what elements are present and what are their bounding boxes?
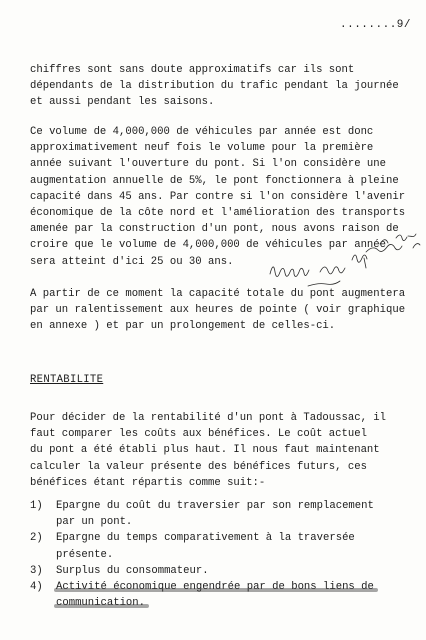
handwritten-annotation bbox=[268, 230, 426, 290]
list-item bbox=[30, 530, 410, 562]
text-line: bénéfices étant répartis comme suit:- bbox=[30, 476, 266, 489]
section-heading-rentabilite: RENTABILITE bbox=[30, 374, 104, 386]
text-line: approximativement neuf fois le volume pour la première bbox=[30, 142, 374, 155]
text-line: du pont a été établi plus haut. Il nous faut maintenant bbox=[30, 444, 380, 457]
text-line: chiffres sont sans doute approximatifs car ils sont bbox=[30, 64, 355, 76]
list-item-number: 2) bbox=[30, 532, 43, 545]
text-line: croire que le volume de 4,000,000 de véhicules par année bbox=[30, 239, 387, 252]
text-line: amenée par la construction d'un pont, nous avons raison de bbox=[30, 223, 399, 236]
list-item-number: 1) bbox=[30, 500, 43, 512]
text-line: faut comparer les coûts aux bénéfices. Le coût actuel bbox=[30, 428, 367, 441]
text-line: par un ralentissement aux heures de pointe ( voir graphique bbox=[30, 304, 406, 317]
paragraph-traffic-estimates bbox=[30, 62, 410, 111]
paragraph-cost-benefit bbox=[30, 410, 410, 491]
text-line: Pour décider de la rentabilité d'un pont à Tadoussac, il bbox=[30, 412, 387, 424]
struck-text: Activité économique engendrée par de bons liens de bbox=[56, 580, 374, 593]
list-item bbox=[30, 579, 410, 611]
text-line: sera atteint d'ici 25 ou 30 ans. bbox=[30, 255, 234, 268]
text-line bbox=[56, 579, 410, 595]
text-line: Epargne du temps comparativement à la traversée bbox=[56, 532, 355, 545]
text-line: et aussi pendant les saisons. bbox=[30, 96, 215, 109]
benefits-list bbox=[30, 498, 410, 611]
text-line: augmentation annuelle de 5%, le pont fonctionnera à pleine bbox=[30, 174, 399, 187]
text-line: capacité dans 45 ans. Par contre si l'on considère l'avenir bbox=[30, 190, 406, 203]
list-item-number: 4) bbox=[30, 580, 43, 593]
list-item bbox=[30, 498, 410, 530]
text-line: économique de la côte nord et l'amélioration des transports bbox=[30, 206, 406, 219]
text-line: année suivant l'ouverture du pont. Si l'on considère une bbox=[30, 158, 387, 171]
text-line: dépendants de la distribution du trafic pendant la journée bbox=[30, 80, 399, 93]
text-line: en annexe ) et par un prolongement de celles-ci. bbox=[30, 320, 336, 333]
text-line: par un pont. bbox=[56, 516, 133, 529]
text-line: Ce volume de 4,000,000 de véhicules par année est donc bbox=[30, 126, 374, 138]
list-item-number: 3) bbox=[30, 564, 43, 577]
text-line bbox=[56, 595, 410, 611]
list-item bbox=[30, 563, 410, 579]
paragraph-capacity-increase bbox=[30, 286, 410, 335]
struck-text: communication. bbox=[56, 597, 146, 610]
text-line: calculer la valeur présente des bénéfices futurs, ces bbox=[30, 460, 367, 473]
text-line: Surplus du consommateur. bbox=[56, 564, 209, 577]
text-line: présente. bbox=[56, 548, 114, 561]
page-number: ........9/ bbox=[340, 19, 412, 31]
text-line: A partir de ce moment la capacité totale du pont augmentera bbox=[30, 288, 406, 300]
text-line: Epargne du coût du traversier par son remplacement bbox=[56, 500, 374, 512]
